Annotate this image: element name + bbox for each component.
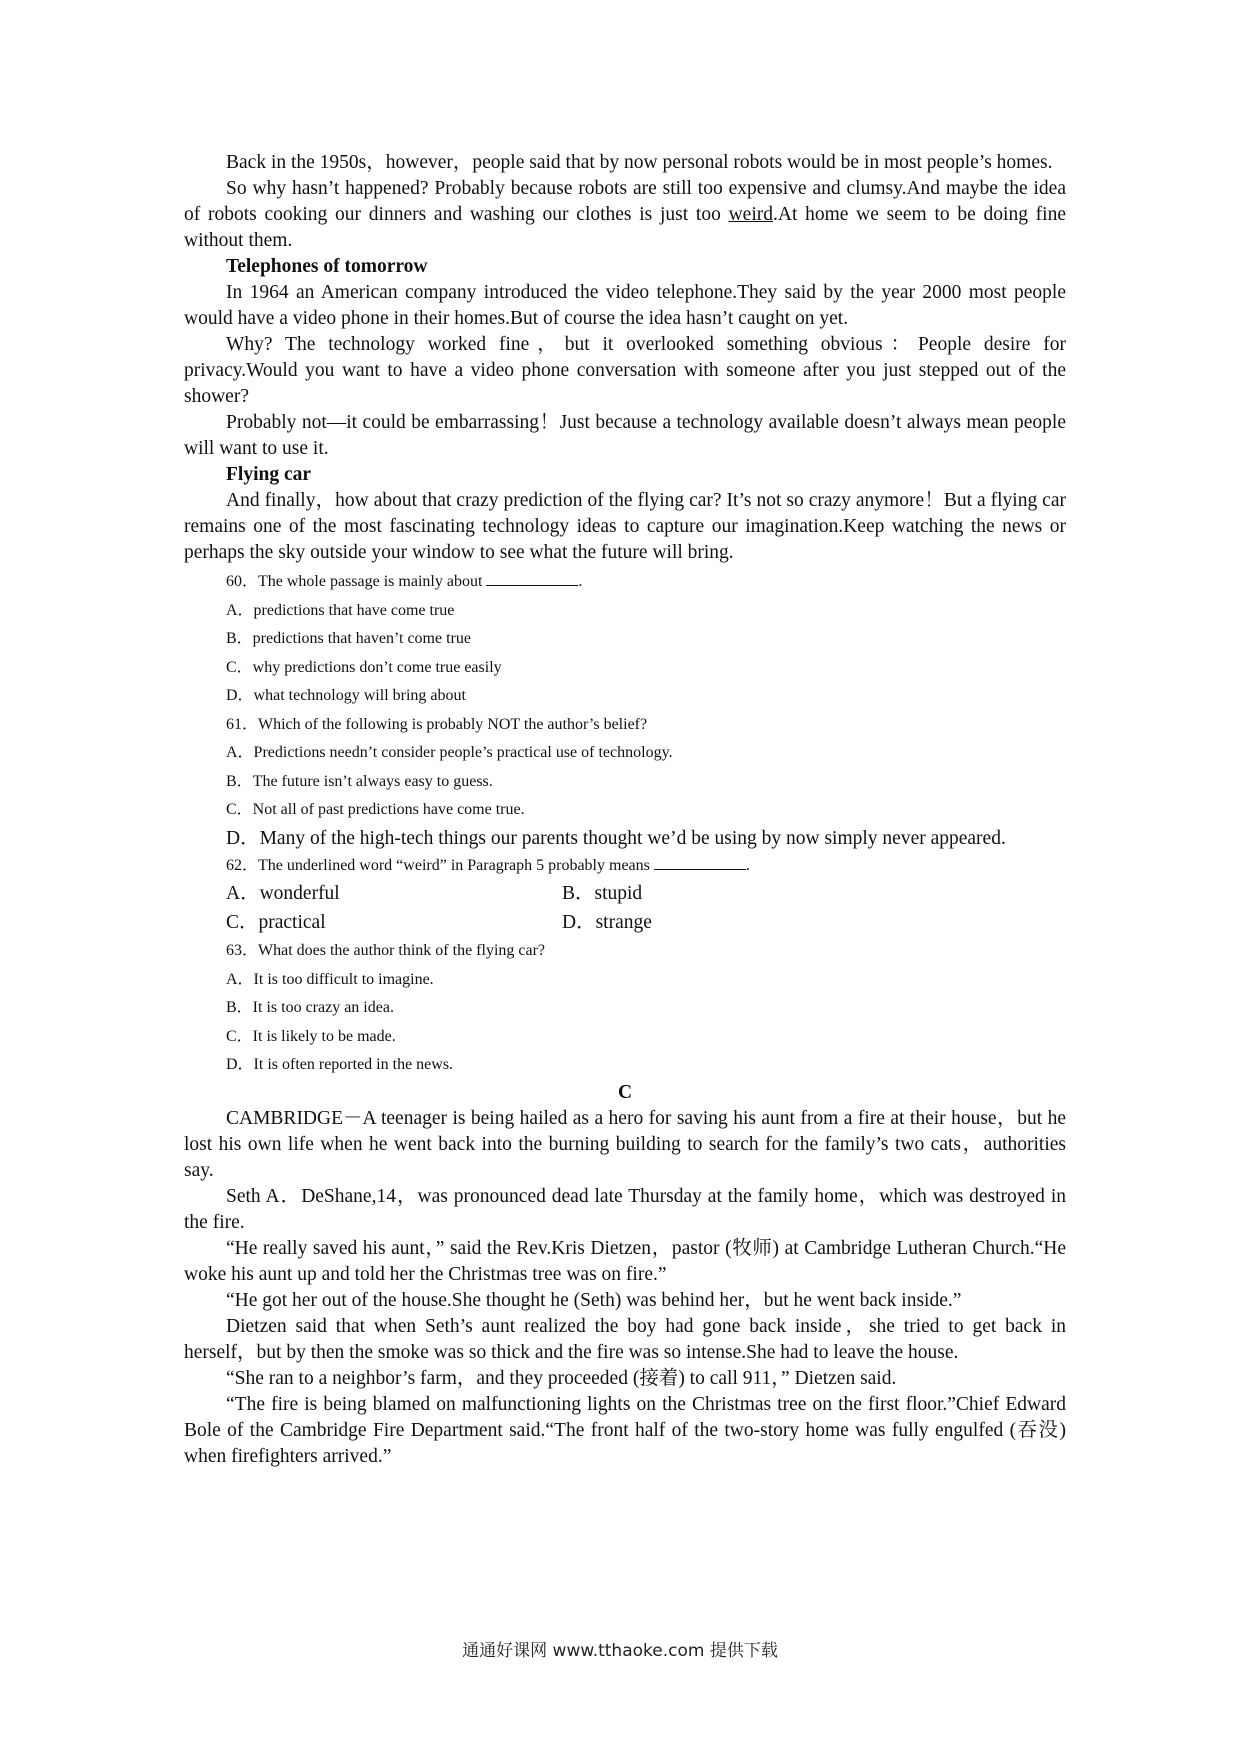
question-60-stem: 60．The whole passage is mainly about	[226, 573, 487, 590]
question-60	[184, 568, 1066, 597]
paragraph-c-3: “He really saved his aunt，” said the Rev.Kris Dietzen，pastor (牧师) at Cambridge Lutheran Church.“He woke his aunt up and told her the Christmas tree was on fire.”	[184, 1237, 1066, 1285]
option-63-a: A．It is too difficult to imagine.	[226, 970, 434, 988]
option-63-b: B．It is too crazy an idea.	[226, 999, 394, 1016]
option-60-c: C．why predictions don’t come true easily	[226, 658, 502, 676]
option-63-d: D．It is often reported in the news.	[226, 1056, 454, 1073]
paragraph-robots-2-post: .At home we seem to be doing fine without them.	[184, 204, 1066, 251]
option-61-c: C．Not all of past predictions have come true.	[226, 801, 525, 818]
section-label-c: C	[617, 1081, 633, 1103]
option-62-a: A．wonderful	[226, 883, 340, 904]
options-62-row-1	[184, 880, 1066, 909]
option-63-c: C．It is likely to be made.	[226, 1027, 396, 1045]
page-footer: 通通好课网 www.tthaoke.com 提供下载	[462, 1641, 778, 1661]
paragraph-telephones-1: In 1964 an American company introduced the video telephone.They said by the year 2000 most people would have a video phone in their homes.But of course the idea hasn’t caught on yet.	[184, 282, 1066, 329]
heading-flying-car: Flying car	[226, 464, 312, 485]
question-63-stem: 63．What does the author think of the flying car?	[226, 942, 546, 959]
paragraph-telephones-3: Probably not—it could be embarrassing！Just because a technology available doesn’t always mean people will want to use it.	[184, 412, 1066, 459]
heading-telephones: Telephones of tomorrow	[226, 256, 428, 277]
option-60-d: D．what technology will bring about	[226, 687, 466, 704]
option-60-a: A．predictions that have come true	[226, 601, 455, 619]
paragraph-robots-2-pre: So why hasn’t happened? Probably because robots are still too expensive and clumsy.And maybe the idea of robots cooking our dinners and washing our clothes is just too	[184, 178, 1066, 225]
option-61-d: D．Many of the high-tech things our parents thought we’d be using by now simply never appeared.	[226, 827, 1006, 849]
paragraph-c-7: “The fire is being blamed on malfunctioning lights on the Christmas tree on the first floor.”Chief Edward Bole of the Cambridge Fire Department said.“The front half of the two-story home was fully engulfed (吞没) when firefighters arrived.”	[184, 1393, 1066, 1467]
paragraph-c-1: CAMBRIDGE－A teenager is being hailed as a hero for saving his aunt from a fire at their house，but he lost his own life when he went back into the burning building to search for the family’s two cats，authorities say.	[184, 1107, 1066, 1181]
paragraph-c-6: “She ran to a neighbor’s farm，and they proceeded (接着) to call 911，” Dietzen said.	[226, 1367, 897, 1389]
options-62-row-2	[184, 909, 1066, 938]
question-62	[184, 852, 1066, 881]
paragraph-telephones-2: Why? The technology worked fine，but it overlooked something obvious：People desire for privacy.Would you want to have a video phone conversation with someone after you just stepped out of the shower?	[184, 334, 1066, 407]
paragraph-c-5: Dietzen said that when Seth’s aunt realized the boy had gone back inside，she tried to get back in herself，but by then the smoke was so thick and the fire was so intense.She had to leave the house.	[184, 1315, 1066, 1363]
option-62-b: B．stupid	[562, 883, 643, 904]
paragraph-c-2: Seth A．DeShane,14，was pronounced dead late Thursday at the family home，which was destroyed in the fire.	[184, 1185, 1066, 1233]
paragraph-c-4: “He got her out of the house.She thought he (Seth) was behind her，but he went back inside.”	[226, 1289, 962, 1311]
paragraph-robots-2	[184, 176, 1066, 254]
option-60-b: B．predictions that haven’t come true	[226, 630, 471, 647]
page-body	[184, 150, 1066, 1470]
option-61-a: A．Predictions needn’t consider people’s practical use of technology.	[226, 744, 673, 761]
answer-blank	[654, 853, 746, 870]
question-62-end: .	[745, 856, 750, 874]
question-61-stem: 61．Which of the following is probably NOT the author’s belief?	[226, 715, 648, 733]
option-61-b: B．The future isn’t always easy to guess.	[226, 772, 493, 790]
underlined-word-weird: weird	[728, 204, 773, 225]
paragraph-flying-car: And finally，how about that crazy prediction of the flying car? It’s not so crazy anymore！But a flying car remains one of the most fascinating technology ideas to capture our imagination.Keep watching the news or perhaps the sky outside your window to see what the future will bring.	[184, 490, 1066, 563]
question-60-end: .	[578, 573, 583, 590]
option-62-d: D．strange	[562, 911, 652, 933]
question-62-stem: 62．The underlined word “weird” in Paragraph 5 probably means	[226, 856, 654, 874]
paragraph-robots-1: Back in the 1950s，however，people said that by now personal robots would be in most people’s homes.	[226, 152, 1053, 173]
option-62-c: C．practical	[226, 911, 326, 933]
answer-blank	[486, 569, 578, 586]
